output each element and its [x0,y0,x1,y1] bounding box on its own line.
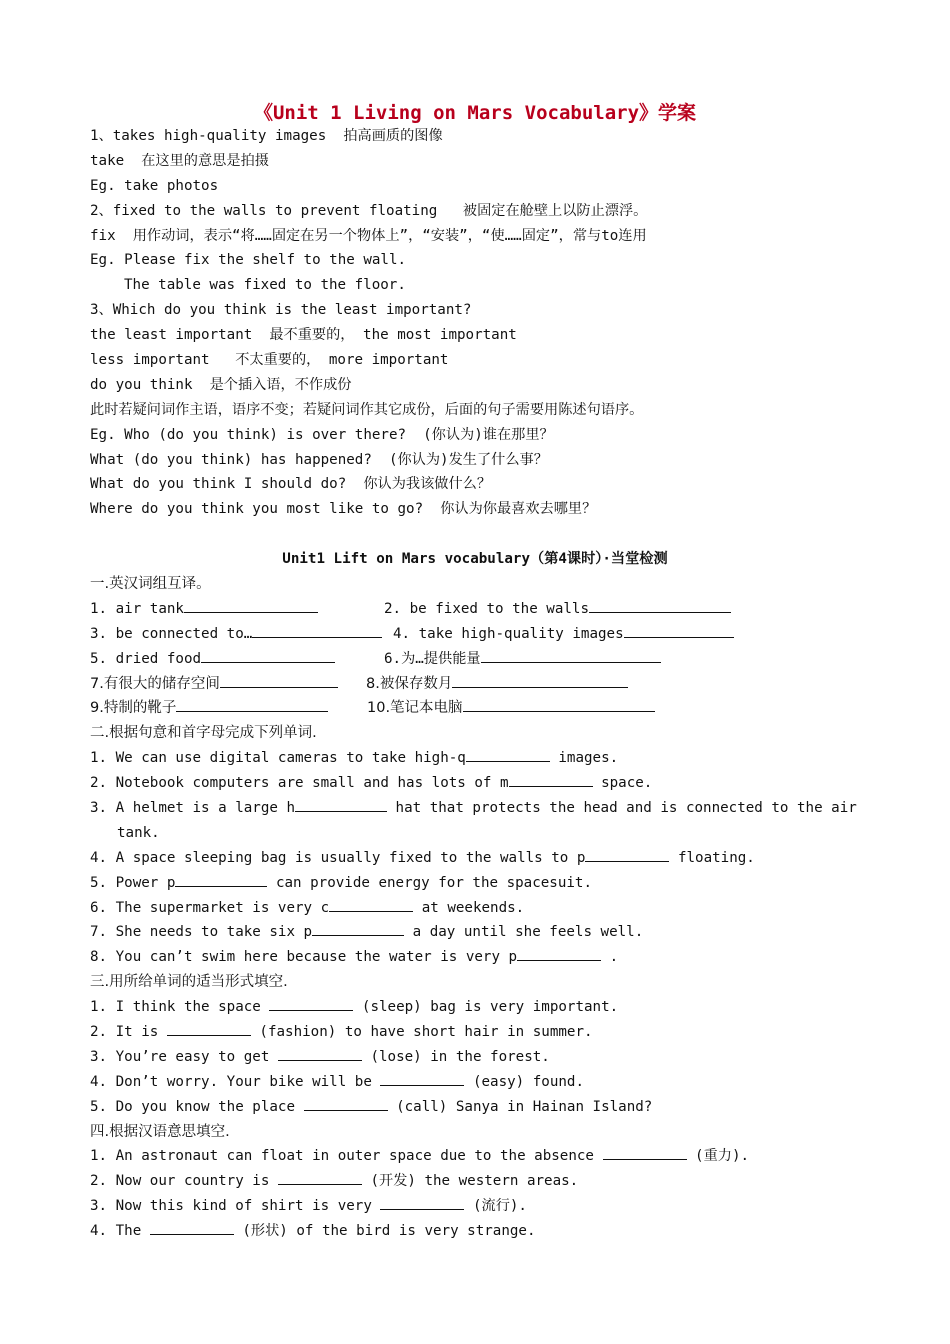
question-text: (sleep) bag is very important. [353,999,619,1016]
note-line: What (do you think) has happened? (你认为)发生了什么事？ [90,451,548,468]
question-line [90,995,870,1020]
answer-blank[interactable] [380,1071,464,1086]
answer-blank[interactable] [201,648,335,663]
question-text: a day until she feels well. [404,924,644,941]
note-line: 3、Which do you think is the least important? [90,302,472,319]
question-line [90,746,870,771]
question-text: 1. An astronaut can float in outer space due to the absence [90,1148,603,1165]
note-line: What do you think I should do? 你认为我该做什么？ [90,476,492,493]
answer-blank[interactable] [167,1021,251,1036]
question-text: floating. [669,849,755,866]
phrase-row [90,622,870,647]
question-text: (开发) the western areas. [361,1173,579,1190]
question-text: 4. The [90,1223,150,1240]
answer-blank[interactable] [463,697,655,712]
phrase-item: 10.笔记本电脑 [367,700,463,717]
phrase-item: 7.有很大的储存空间 [90,675,220,692]
question-line [90,796,870,821]
question-text: 3. A helmet is a large h [90,800,295,817]
note-line: the least important 最不重要的， the most important [90,327,517,344]
answer-blank[interactable] [603,1145,687,1160]
quiz-subtitle: Unit1 Lift on Mars vocabulary（第4课时）·当堂检测 [282,551,668,567]
question-line [90,1095,870,1120]
question-line [90,896,870,921]
phrase-row [90,696,870,721]
answer-blank[interactable] [509,772,593,787]
phrase-row [90,647,870,672]
phrase-item: 4. take high-quality images [393,625,624,642]
question-text: (easy) found. [464,1073,585,1090]
question-line [90,1219,870,1244]
answer-blank[interactable] [466,747,550,762]
phrase-item: 8.被保存数月 [366,675,453,692]
question-text: 5. Do you know the place [90,1098,304,1115]
question-text: space. [592,775,653,792]
note-line: do you think 是个插入语，不作成份 [90,376,352,393]
question-text: 4. A space sleeping bag is usually fixed to the walls to p [90,849,586,866]
answer-blank[interactable] [220,673,338,688]
section-heading: 一.英汉词组互译。 [90,576,211,592]
question-text: 7. She needs to take six p [90,924,313,941]
question-text: . [601,949,619,966]
question-line [90,1070,870,1095]
page-title: 《Unit 1 Living on Mars Vocabulary》学案 [253,102,697,124]
note-line: Where do you think you most like to go? 你认为你最喜欢去哪里？ [90,501,597,518]
phrase-item: 9.特制的靴子 [90,700,177,717]
note-line: Eg. Who (do you think) is over there? (你认为)谁在那里？ [90,426,554,443]
question-text: 3. Now this kind of shirt is very [90,1198,381,1215]
section-heading: 二.根据句意和首字母完成下列单词. [90,725,317,742]
question-line [90,1194,870,1219]
answer-blank[interactable] [312,921,404,936]
vocab-notes [90,124,870,522]
answer-blank[interactable] [175,872,267,887]
note-line: 1、takes high-quality images 拍高画质的图像 [90,128,443,144]
answer-blank[interactable] [278,1046,362,1061]
phrase-item: 2. be fixed to the walls [384,600,589,617]
question-text: (流行). [464,1198,527,1215]
answer-blank[interactable] [295,797,387,812]
note-line: fix 用作动词，表示“将……固定在另一个物体上”，“安装”，“使……固定”，常与to连用 [90,227,647,244]
question-line [90,920,870,945]
note-line: Eg. Please fix the shelf to the wall. [90,252,407,269]
section-heading: 四.根据汉语意思填空. [90,1123,230,1140]
answer-blank[interactable] [517,946,601,961]
question-line [90,1045,870,1070]
answer-blank[interactable] [380,1195,464,1210]
question-line [90,945,870,970]
question-text: 1. We can use digital cameras to take high-q [90,750,466,767]
answer-blank[interactable] [150,1220,234,1235]
answer-blank[interactable] [252,623,382,638]
question-text: 3. You’re easy to get [90,1048,278,1065]
question-text: 2. It is [90,1024,167,1041]
question-text: 4. Don’t worry. Your bike will be [90,1073,381,1090]
note-line: 此时若疑问词作主语，语序不变；若疑问词作其它成份，后面的句子需要用陈述句语序。 [90,401,644,418]
phrase-item: 3. be connected to… [90,625,253,642]
question-text: (call) Sanya in Hainan Island? [387,1098,653,1115]
question-text: 8. You can’t swim here because the water is very p [90,949,518,966]
phrase-item: 5. dried food [90,650,202,667]
question-line [90,1169,870,1194]
question-text: (重力). [686,1148,750,1165]
answer-blank[interactable] [329,897,413,912]
question-line [90,771,870,796]
question-text: 1. I think the space [90,999,270,1016]
question-text: 6. The supermarket is very c [90,899,330,916]
question-line [90,1020,870,1045]
phrase-item: 1. air tank [90,600,184,617]
phrase-row [90,672,870,697]
question-text: can provide energy for the spacesuit. [267,874,593,891]
question-text: 2. Now our country is [90,1173,278,1190]
answer-blank[interactable] [481,648,661,663]
note-line: Eg. take photos [90,177,219,194]
note-line: 2、fixed to the walls to prevent floating 被固定在舱壁上以防止漂浮。 [90,202,648,219]
question-text: (lose) in the forest. [361,1048,550,1065]
quiz-sections [90,572,870,1244]
question-text: (fashion) to have short hair in summer. [250,1024,593,1041]
question-line [90,871,870,896]
phrase-row [90,597,870,622]
answer-blank[interactable] [176,697,328,712]
question-line: tank. [117,824,160,841]
answer-blank[interactable] [585,847,669,862]
answer-blank[interactable] [184,598,318,613]
answer-blank[interactable] [452,673,628,688]
note-line: take 在这里的意思是拍摄 [90,152,269,169]
question-text: 5. Power p [90,874,176,891]
question-text: (形状) of the bird is very strange. [233,1223,536,1240]
question-text: hat that protects the head and is connected to the air [387,800,857,817]
answer-blank[interactable] [304,1096,388,1111]
section-heading: 三.用所给单词的适当形式填空. [90,974,288,991]
question-line [90,846,870,871]
question-text: images. [549,750,619,767]
question-line [90,1144,870,1169]
answer-blank[interactable] [589,598,731,613]
answer-blank[interactable] [624,623,734,638]
phrase-item: 6.为…提供能量 [384,650,481,667]
answer-blank[interactable] [278,1170,362,1185]
note-line: less important 不太重要的， more important [90,352,449,369]
question-text: 2. Notebook computers are small and has lots of m [90,775,509,792]
question-text: at weekends. [413,899,525,916]
note-line: The table was fixed to the floor. [124,277,406,294]
answer-blank[interactable] [269,996,353,1011]
